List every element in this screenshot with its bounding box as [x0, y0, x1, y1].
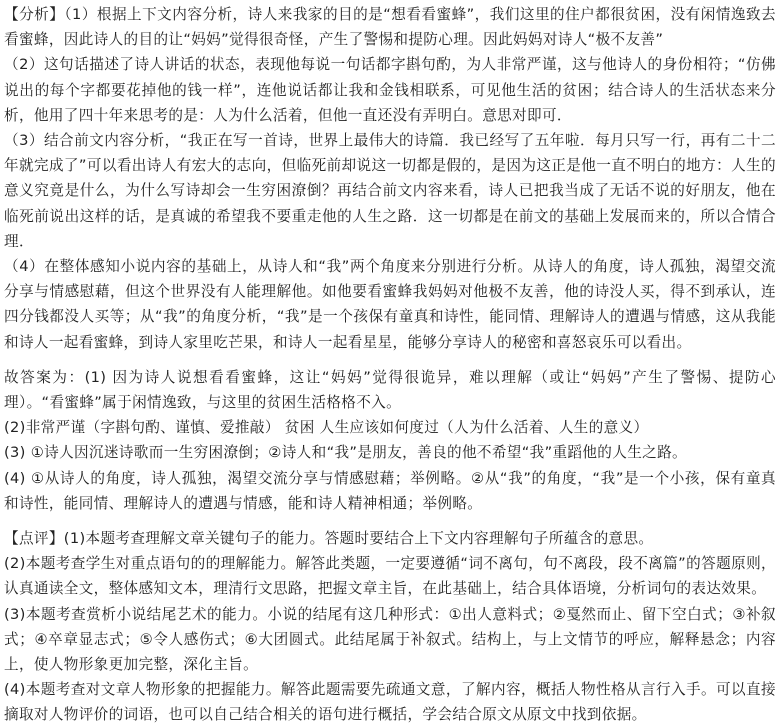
comment-paragraph-2: (2)本题考查学生对重点语句的的理解能力。解答此类题，一定要遵循“词不离句，句不离段，段不离篇”的答题原则，认真通读全文，整体感知文本，理清行文思路，把握文章主旨，在此基础上，结合具体语境，分析词句的表达效果。	[4, 555, 776, 598]
analysis-paragraph-2: （2）这句话描述了诗人讲话的状态，表现他每说一句话都字斟句酌，为人非常严谨，这与他诗人的身份相符；“仿佛说出的每个字都要花掉他的钱一样”，连他说话都让我和金钱相联系，可见他生活的贫困；结合诗人的生活状态来分析，他用了四十年来思考的是：人为什么活着，但他一直还没有弄明白。意思对即可．	[4, 56, 776, 124]
analysis-paragraph-1: 【分析】（1）根据上下文内容分析，诗人来我家的目的是“想看看蜜蜂”，我们这里的住户都很贫困，没有闲情逸致去看蜜蜂，因此诗人的目的让“妈妈”觉得很奇怪，产生了警惕和提防心理。因此妈妈对诗人“极不友善”	[4, 6, 776, 49]
section-spacer	[4, 355, 776, 365]
answer-paragraph-2: (2)非常严谨（字斟句酌、谨慎、爱推敲） 贫困 人生应该如何度过（人为什么活着、人生的意义）	[4, 419, 649, 437]
answer-paragraph-4: (4) ①从诗人的角度，诗人孤独，渴望交流分享与情感慰藉；举例略。②从“我”的角度，“我”是一个小孩，保有童真和诗性，能同情、理解诗人的遭遇与情感，能和诗人精神相通；举例略。	[4, 469, 776, 512]
comment-paragraph-4: (4)本题考查对文章人物形象的把握能力。解答此题需要先疏通文意，了解内容，概括人物性格从言行入手。可以直接摘取对人物评价的词语，也可以自己结合相关的语句进行概括，学会结合原文从原文中找到依据。	[4, 681, 776, 724]
answer-paragraph-1: 故答案为：(1) 因为诗人说想看看蜜蜂，这让“妈妈”觉得很诡异，难以理解（或让“妈妈”产生了警惕、提防心理）。“看蜜蜂”属于闲情逸致，与这里的贫困生活格格不入。	[4, 368, 776, 412]
comment-section	[4, 526, 776, 728]
comment-paragraph-1: 【点评】(1)本题考查理解文章关键句子的能力。答题时要结合上下文内容理解句子所蕴含的意思。	[4, 530, 654, 548]
answer-section	[4, 365, 776, 516]
section-spacer	[4, 516, 776, 526]
analysis-section	[4, 2, 776, 355]
analysis-paragraph-4: （4）在整体感知小说内容的基础上，从诗人和“我”两个角度来分别进行分析。从诗人的角度，诗人孤独，渴望交流分享与情感慰藉，但这个世界没有人能理解他。如他要看蜜蜂我妈妈对他极不友善，他的诗没人买，得不到承认，连四分钱都没人买等；从“我”的角度分析，“我”是一个孩保有童真和诗性，能同情、理解诗人的遭遇与情感，这从我能和诗人一起看蜜蜂，到诗人家里吃芒果，和诗人一起看星星，能够分享诗人的秘密和喜怒哀乐可以看出。	[4, 258, 776, 351]
analysis-paragraph-3: （3）结合前文内容分析，“我正在写一首诗，世界上最伟大的诗篇．我已经写了五年啦．每月只写一行，再有二十二年就完成了”可以看出诗人有宏大的志向，但临死前却说这一切都是假的，是因为这正是他一直不明白的地方：人生的意义究竟是什么，为什么写诗却会一生穷困潦倒？再结合前文内容来看，诗人已把我当成了无话不说的好朋友，他在临死前说出这样的话，是真诚的希望我不要重走他的人生之路．这一切都是在前文的基础上发展而来的，所以合情合理．	[4, 132, 776, 250]
answer-paragraph-3: (3) ①诗人因沉迷诗歌而一生穷困潦倒；②诗人和“我”是朋友，善良的他不希望“我”重蹈他的人生之路。	[4, 444, 687, 462]
comment-paragraph-3: (3)本题考查赏析小说结尾艺术的能力。小说的结尾有这几种形式：①出人意料式；②戛然而止、留下空白式；③补叙式；④卒章显志式；⑤令人感伤式；⑥大团圆式。此结尾属于补叙式。结构上，与上文情节的呼应，解释悬念；内容上，使人物形象更加完整，深化主旨。	[4, 605, 776, 674]
